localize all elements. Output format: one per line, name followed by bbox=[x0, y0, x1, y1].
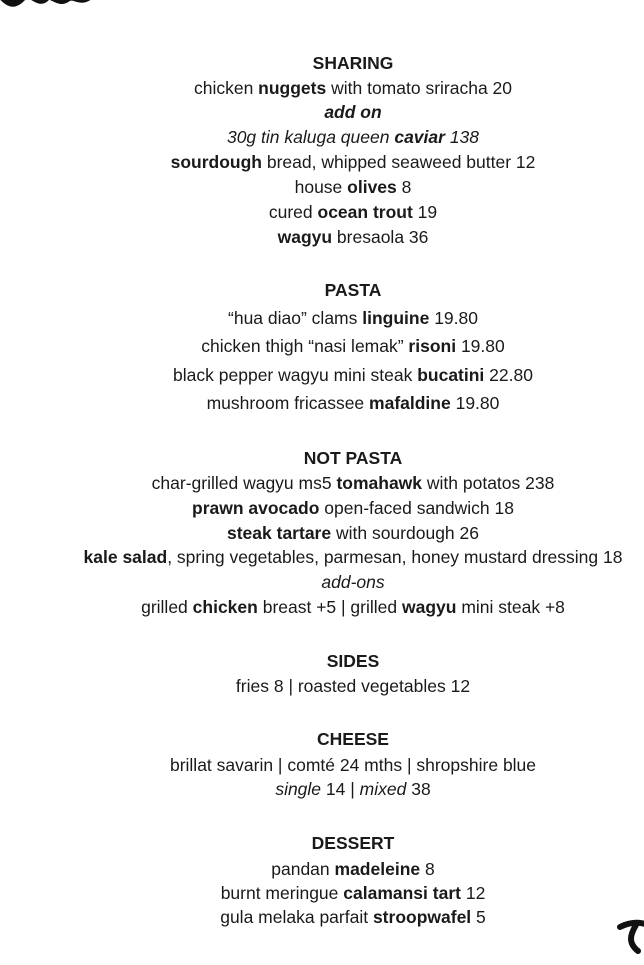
menu-item bbox=[0, 307, 644, 329]
menu-item-text: single bbox=[275, 779, 322, 799]
menu-item bbox=[0, 335, 644, 357]
menu-item bbox=[0, 151, 644, 173]
menu-item-text: chicken bbox=[193, 78, 259, 98]
menu-item-text: chicken bbox=[192, 597, 258, 617]
menu-item bbox=[0, 176, 644, 198]
brush-stroke-decoration bbox=[0, 0, 104, 16]
section-heading: SHARING bbox=[312, 53, 394, 73]
menu-item bbox=[0, 77, 644, 99]
menu-item-text: olives bbox=[347, 177, 397, 197]
menu-item-text: fries 8 | roasted vegetables 12 bbox=[235, 676, 471, 696]
menu-item-text: burnt meringue bbox=[220, 883, 344, 903]
section-heading: DESSERT bbox=[311, 833, 395, 853]
menu-item-text: pandan bbox=[271, 859, 335, 879]
menu-item-text: 19.80 bbox=[429, 308, 478, 328]
menu-item bbox=[0, 472, 644, 494]
menu-item-text: open-faced sandwich 18 bbox=[319, 498, 514, 518]
menu-item-text: 8 bbox=[396, 177, 412, 197]
menu-item-text: prawn avocado bbox=[192, 498, 320, 518]
section-heading: CHEESE bbox=[317, 729, 389, 749]
menu-item-text: brillat savarin | comté 24 mths | shropshire blue bbox=[169, 755, 537, 775]
menu-item bbox=[0, 675, 644, 697]
menu-item-text: 38 bbox=[406, 779, 431, 799]
menu-item-text: mini steak +8 bbox=[456, 597, 565, 617]
menu-item-text: madeleine bbox=[334, 859, 421, 879]
menu-item-text: add on bbox=[324, 102, 382, 122]
menu-item-text: nuggets bbox=[258, 78, 327, 98]
menu-item-text: mafaldine bbox=[369, 393, 451, 413]
menu-item-text: cured bbox=[268, 202, 318, 222]
menu-item bbox=[0, 392, 644, 414]
menu-item bbox=[0, 596, 644, 618]
menu-item-text: tomahawk bbox=[336, 473, 423, 493]
menu-item bbox=[0, 364, 644, 386]
menu-item-text: mixed bbox=[359, 779, 407, 799]
menu-item bbox=[0, 754, 644, 776]
menu-item-text: wagyu bbox=[277, 227, 333, 247]
menu-item bbox=[0, 126, 644, 148]
menu-item-text: 19.80 bbox=[450, 393, 500, 413]
menu-item-text: linguine bbox=[362, 308, 430, 328]
menu-item-text: kale salad bbox=[83, 547, 168, 567]
menu-item bbox=[0, 858, 644, 880]
menu-item bbox=[0, 546, 644, 568]
section-heading: PASTA bbox=[324, 280, 382, 300]
menu-item-text: black pepper wagyu mini steak bbox=[173, 365, 418, 385]
menu-item-text: with sourdough 26 bbox=[331, 523, 479, 543]
menu-item-text: wagyu bbox=[401, 597, 457, 617]
menu-item-text: stroopwafel bbox=[372, 907, 472, 927]
menu-item-text: bucatini bbox=[417, 365, 485, 385]
menu-item-text: house bbox=[294, 177, 348, 197]
menu-item bbox=[0, 101, 644, 123]
menu-item-text: 19.80 bbox=[456, 336, 505, 356]
menu-item-text: char-grilled wagyu ms5 bbox=[151, 473, 337, 493]
menu-item bbox=[0, 882, 644, 904]
menu-item-text: with potatos 238 bbox=[422, 473, 555, 493]
menu-item-text: chicken thigh “nasi lemak” bbox=[201, 336, 409, 356]
menu-item-text: 5 bbox=[471, 907, 486, 927]
menu-item bbox=[0, 571, 644, 593]
menu-item bbox=[0, 522, 644, 544]
section-heading: NOT PASTA bbox=[303, 448, 403, 468]
menu-item-text: with tomato sriracha 20 bbox=[326, 78, 513, 98]
menu-item-text: “hua diao” clams bbox=[228, 308, 363, 328]
menu-item-text: calamansi tart bbox=[343, 883, 461, 903]
menu-item-text: sourdough bbox=[170, 152, 262, 172]
menu-item-text: , spring vegetables, parmesan, honey mustard dressing 18 bbox=[167, 547, 623, 567]
menu-item-text: steak tartare bbox=[227, 523, 332, 543]
menu-item-text: bread, whipped seaweed butter 12 bbox=[261, 152, 536, 172]
menu-item-text: grilled bbox=[141, 597, 193, 617]
menu-item-text: 8 bbox=[420, 859, 435, 879]
menu-item-text: 138 bbox=[444, 127, 480, 147]
menu-item-text: 12 bbox=[460, 883, 486, 903]
menu-item bbox=[0, 201, 644, 223]
menu-item bbox=[0, 778, 644, 800]
menu-item-text: mushroom fricassee bbox=[206, 393, 370, 413]
menu-item bbox=[0, 497, 644, 519]
menu-item-text: ocean trout bbox=[317, 202, 413, 222]
menu-item bbox=[0, 226, 644, 248]
menu-item-text: 14 | bbox=[321, 779, 360, 799]
menu-item-text: risoni bbox=[408, 336, 457, 356]
menu-item-text: 19 bbox=[412, 202, 438, 222]
menu-item-text: caviar bbox=[394, 127, 445, 147]
menu-item-text: gula melaka parfait bbox=[220, 907, 373, 927]
menu-item-text: 22.80 bbox=[484, 365, 533, 385]
menu-item-text: bresaola 36 bbox=[332, 227, 429, 247]
menu-item-text: 30g tin kaluga queen bbox=[226, 127, 395, 147]
section-heading: SIDES bbox=[326, 651, 380, 671]
menu-item-text: add-ons bbox=[321, 572, 385, 592]
menu-item-text: breast +5 | grilled bbox=[257, 597, 402, 617]
menu-item bbox=[0, 906, 644, 928]
